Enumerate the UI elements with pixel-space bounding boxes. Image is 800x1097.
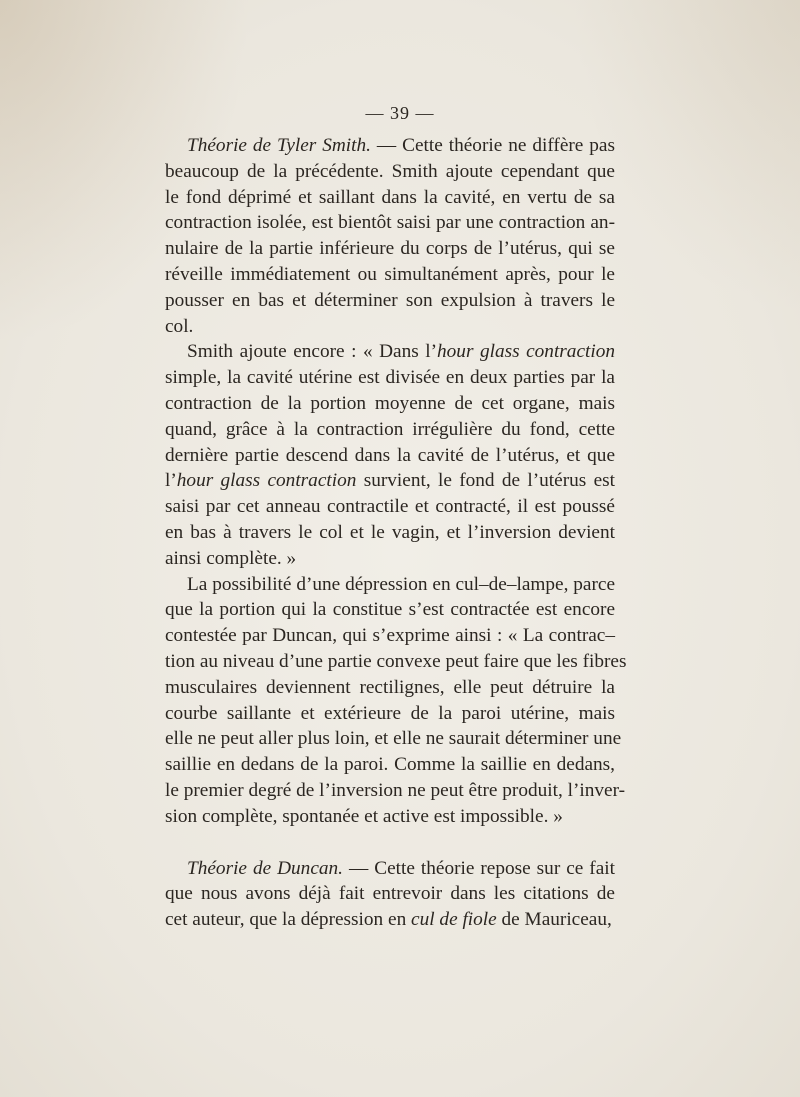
paragraph-duncan-objection: [165, 572, 627, 830]
text-line: que la portion qui la constitue s’est contractée est encore: [165, 599, 615, 621]
text-line: musculaires deviennent rectilignes, elle peut détruire la: [165, 676, 615, 698]
text-line: que nous avons déjà fait entrevoir dans les citations de: [165, 883, 615, 905]
text-line: contraction de la portion moyenne de cet organe, mais: [165, 392, 615, 414]
text-line: Théorie de Duncan. — Cette théorie repose sur ce fait: [187, 857, 615, 879]
section-title: Théorie de Duncan.: [187, 857, 343, 879]
text-line: ainsi complète. »: [165, 547, 297, 569]
text-line: réveille immédiatement ou simultanément après, pour le: [165, 263, 615, 285]
text-line: tion au niveau d’une partie convexe peut faire que les fibres: [165, 650, 627, 672]
text-line: contraction isolée, est bientôt saisi par une contraction an-: [165, 212, 615, 234]
text-line: en bas à travers le col et le vagin, et l’inversion devient: [165, 521, 615, 543]
paragraph-duncan-theory: [165, 856, 615, 933]
text-line: l’hour glass contraction survient, le fond de l’utérus est: [165, 470, 616, 492]
paragraph-smith-quote: [165, 339, 615, 571]
text-line: sion complète, spontanée et active est impossible. »: [165, 805, 563, 827]
text-line: nulaire de la partie inférieure du corps de l’utérus, qui se: [165, 238, 615, 260]
text-line: saisi par cet anneau contractile et contracté, il est poussé: [165, 496, 615, 518]
text-line: Smith ajoute encore : « Dans l’hour glass contraction: [187, 341, 615, 363]
text-line: courbe saillante et extérieure de la paroi utérine, mais: [165, 702, 615, 724]
text-line: pousser en bas et déterminer son expulsion à travers le: [165, 289, 615, 311]
text-line: le premier degré de l’inversion ne peut être produit, l’inver-: [165, 779, 626, 801]
text-line: le fond déprimé et saillant dans la cavité, en vertu de sa: [165, 186, 615, 208]
page-number: — 39 —: [365, 103, 435, 123]
text-line: dernière partie descend dans la cavité de l’utérus, et que: [165, 444, 615, 466]
paragraph-tyler-smith: [165, 133, 615, 339]
text-line: saillie en dedans de la paroi. Comme la saillie en dedans,: [165, 754, 615, 776]
text-line: cet auteur, que la dépression en cul de fiole de Mauriceau,: [165, 909, 612, 931]
text-line: contestée par Duncan, qui s’exprime ainsi : « La contrac–: [165, 625, 615, 647]
section-title: Théorie de Tyler Smith.: [187, 135, 371, 156]
text-line: simple, la cavité utérine est divisée en deux parties par la: [165, 367, 615, 389]
text-line: elle ne peut aller plus loin, et elle ne saurait déterminer une: [165, 728, 622, 750]
text-line: quand, grâce à la contraction irrégulière du fond, cette: [165, 418, 615, 440]
body-text: [165, 133, 627, 933]
text-line: beaucoup de la précédente. Smith ajoute cependant que: [165, 160, 615, 182]
text-line: col.: [165, 315, 194, 337]
text-line: La possibilité d’une dépression en cul–de–lampe, parce: [187, 573, 615, 595]
text-line: Théorie de Tyler Smith. — Cette théorie ne diffère pas: [187, 135, 615, 156]
